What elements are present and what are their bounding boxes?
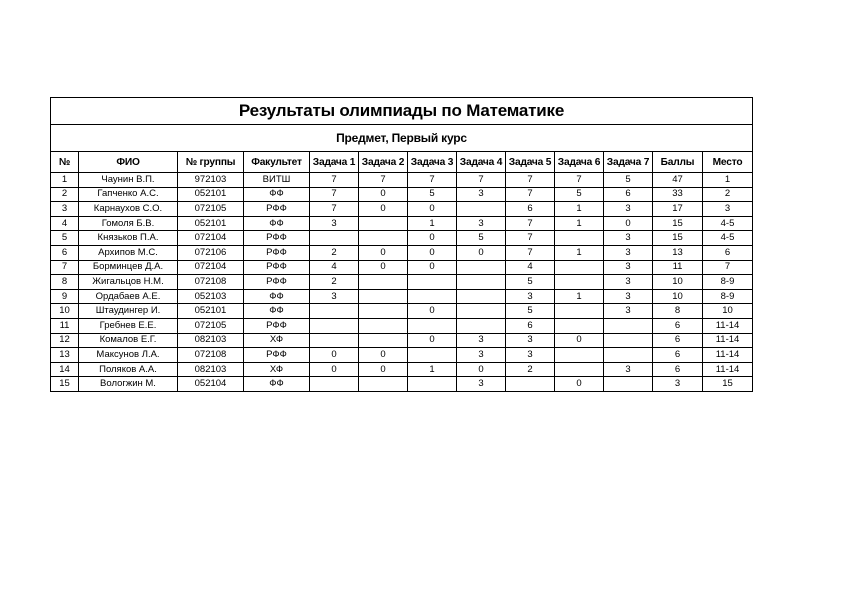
cell-task-5: 6 [506,202,555,217]
cell-number: 8 [51,275,79,290]
cell-task-3: 1 [408,362,457,377]
cell-task-2: 0 [359,202,408,217]
cell-group: 082103 [178,362,244,377]
cell-place: 10 [703,304,753,319]
column-header-faculty: Факультет [244,152,310,173]
cell-place: 3 [703,202,753,217]
column-header-task-2: Задача 2 [359,152,408,173]
cell-task-3: 5 [408,187,457,202]
cell-task-5: 4 [506,260,555,275]
cell-task-5: 3 [506,348,555,363]
cell-name: Архипов М.С. [79,245,178,260]
cell-task-2 [359,216,408,231]
cell-task-6 [555,275,604,290]
cell-task-2 [359,275,408,290]
cell-task-4 [457,260,506,275]
cell-group: 072106 [178,245,244,260]
cell-number: 10 [51,304,79,319]
cell-task-3 [408,289,457,304]
cell-task-2: 7 [359,173,408,188]
table-header-row [51,152,753,173]
cell-task-4: 0 [457,245,506,260]
cell-task-1 [310,377,359,392]
cell-score: 10 [653,289,703,304]
column-header-group: № группы [178,152,244,173]
cell-task-2 [359,333,408,348]
cell-task-3: 1 [408,216,457,231]
cell-task-5: 3 [506,333,555,348]
cell-task-4: 3 [457,348,506,363]
cell-number: 12 [51,333,79,348]
cell-task-3: 0 [408,333,457,348]
cell-task-4 [457,289,506,304]
cell-name: Поляков А.А. [79,362,178,377]
cell-place: 4-5 [703,216,753,231]
cell-task-2 [359,304,408,319]
cell-task-4: 0 [457,362,506,377]
cell-task-2: 0 [359,260,408,275]
cell-place: 11-14 [703,318,753,333]
cell-group: 052103 [178,289,244,304]
page-title: Результаты олимпиады по Математике [51,98,753,125]
cell-task-5: 6 [506,318,555,333]
cell-number: 7 [51,260,79,275]
cell-place: 7 [703,260,753,275]
cell-name: Штаудингер И. [79,304,178,319]
cell-task-6: 5 [555,187,604,202]
cell-task-5: 7 [506,187,555,202]
cell-place: 11-14 [703,362,753,377]
cell-group: 072104 [178,260,244,275]
cell-task-3 [408,348,457,363]
cell-score: 33 [653,187,703,202]
cell-task-3 [408,377,457,392]
cell-place: 6 [703,245,753,260]
cell-faculty: ХФ [244,362,310,377]
column-header-name: ФИО [79,152,178,173]
cell-number: 11 [51,318,79,333]
cell-group: 072104 [178,231,244,246]
cell-number: 6 [51,245,79,260]
cell-number: 4 [51,216,79,231]
cell-task-3: 0 [408,202,457,217]
cell-faculty: РФФ [244,318,310,333]
cell-faculty: ФФ [244,289,310,304]
table-row [51,260,753,275]
cell-task-6: 7 [555,173,604,188]
cell-task-7: 3 [604,275,653,290]
cell-task-7: 3 [604,304,653,319]
cell-task-1 [310,231,359,246]
cell-task-1 [310,333,359,348]
cell-score: 6 [653,362,703,377]
table-row [51,289,753,304]
cell-task-6 [555,304,604,319]
cell-place: 11-14 [703,348,753,363]
cell-task-5: 2 [506,362,555,377]
cell-task-2: 0 [359,187,408,202]
cell-group: 052101 [178,216,244,231]
cell-name: Жигальцов Н.М. [79,275,178,290]
cell-task-2 [359,377,408,392]
cell-faculty: РФФ [244,245,310,260]
cell-task-7 [604,348,653,363]
table-row [51,231,753,246]
cell-place: 2 [703,187,753,202]
cell-faculty: РФФ [244,348,310,363]
cell-task-3 [408,318,457,333]
cell-group: 072108 [178,348,244,363]
cell-group: 052101 [178,187,244,202]
cell-task-3: 0 [408,304,457,319]
cell-task-1: 2 [310,245,359,260]
cell-number: 14 [51,362,79,377]
cell-task-1: 7 [310,173,359,188]
cell-faculty: РФФ [244,202,310,217]
cell-task-2: 0 [359,362,408,377]
cell-number: 15 [51,377,79,392]
column-header-score: Баллы [653,152,703,173]
cell-faculty: ФФ [244,304,310,319]
cell-task-4 [457,304,506,319]
column-header-task-4: Задача 4 [457,152,506,173]
cell-task-7 [604,333,653,348]
cell-task-7: 6 [604,187,653,202]
page-subtitle: Предмет, Первый курс [51,125,753,152]
cell-score: 15 [653,216,703,231]
cell-group: 082103 [178,333,244,348]
table-row [51,362,753,377]
cell-task-1: 7 [310,187,359,202]
cell-faculty: ФФ [244,377,310,392]
cell-group: 052101 [178,304,244,319]
cell-number: 9 [51,289,79,304]
cell-task-2: 0 [359,245,408,260]
cell-name: Карнаухов С.О. [79,202,178,217]
cell-task-6: 0 [555,377,604,392]
column-header-number: № [51,152,79,173]
cell-faculty: ФФ [244,187,310,202]
table-body [51,173,753,392]
table-row [51,377,753,392]
cell-task-7: 3 [604,245,653,260]
cell-name: Комалов Е.Г. [79,333,178,348]
cell-score: 6 [653,333,703,348]
cell-task-3: 7 [408,173,457,188]
cell-task-1: 3 [310,289,359,304]
cell-task-7: 3 [604,202,653,217]
cell-task-6 [555,260,604,275]
cell-task-2: 0 [359,348,408,363]
cell-group: 072105 [178,318,244,333]
cell-task-5: 7 [506,231,555,246]
column-header-place: Место [703,152,753,173]
cell-task-1: 0 [310,348,359,363]
cell-score: 6 [653,348,703,363]
table-row [51,216,753,231]
cell-task-4: 3 [457,377,506,392]
cell-group: 072105 [178,202,244,217]
cell-name: Чаунин В.П. [79,173,178,188]
cell-faculty: ФФ [244,216,310,231]
cell-task-5: 5 [506,275,555,290]
cell-place: 8-9 [703,275,753,290]
cell-name: Князьков П.А. [79,231,178,246]
table-row [51,202,753,217]
cell-task-6: 1 [555,202,604,217]
results-sheet [50,97,752,392]
cell-task-7: 3 [604,231,653,246]
cell-number: 13 [51,348,79,363]
cell-name: Ордабаев А.Е. [79,289,178,304]
cell-task-7: 0 [604,216,653,231]
cell-place: 4-5 [703,231,753,246]
column-header-task-6: Задача 6 [555,152,604,173]
cell-task-1: 3 [310,216,359,231]
cell-task-6: 1 [555,289,604,304]
cell-task-6 [555,362,604,377]
cell-task-1: 0 [310,362,359,377]
cell-task-6 [555,348,604,363]
cell-task-1: 4 [310,260,359,275]
cell-task-4: 3 [457,187,506,202]
cell-task-6: 1 [555,216,604,231]
cell-name: Максунов Л.А. [79,348,178,363]
cell-number: 5 [51,231,79,246]
cell-group: 072108 [178,275,244,290]
table-row [51,187,753,202]
cell-task-5: 5 [506,304,555,319]
cell-task-1: 2 [310,275,359,290]
cell-task-2 [359,231,408,246]
cell-score: 17 [653,202,703,217]
cell-faculty: РФФ [244,275,310,290]
cell-task-3 [408,275,457,290]
cell-task-7: 3 [604,362,653,377]
table-row [51,304,753,319]
cell-task-4: 3 [457,333,506,348]
cell-task-4: 5 [457,231,506,246]
cell-task-1 [310,304,359,319]
table-row [51,173,753,188]
cell-task-3: 0 [408,260,457,275]
table-row [51,333,753,348]
cell-group: 972103 [178,173,244,188]
cell-score: 11 [653,260,703,275]
cell-task-4: 3 [457,216,506,231]
cell-task-7 [604,377,653,392]
cell-task-4: 7 [457,173,506,188]
cell-task-5 [506,377,555,392]
cell-place: 8-9 [703,289,753,304]
cell-score: 13 [653,245,703,260]
cell-task-6 [555,231,604,246]
cell-task-4 [457,275,506,290]
column-header-task-7: Задача 7 [604,152,653,173]
cell-task-2 [359,318,408,333]
cell-name: Вологжин М. [79,377,178,392]
cell-task-7: 5 [604,173,653,188]
cell-name: Гомоля Б.В. [79,216,178,231]
cell-score: 15 [653,231,703,246]
cell-faculty: РФФ [244,260,310,275]
cell-number: 1 [51,173,79,188]
results-table [50,97,753,392]
cell-task-7 [604,318,653,333]
cell-task-3: 0 [408,245,457,260]
cell-score: 47 [653,173,703,188]
cell-task-5: 7 [506,216,555,231]
table-row [51,348,753,363]
cell-task-7: 3 [604,260,653,275]
cell-number: 2 [51,187,79,202]
cell-place: 11-14 [703,333,753,348]
cell-task-1: 7 [310,202,359,217]
cell-task-4 [457,202,506,217]
cell-score: 8 [653,304,703,319]
cell-faculty: ХФ [244,333,310,348]
table-row [51,245,753,260]
cell-task-7: 3 [604,289,653,304]
cell-group: 052104 [178,377,244,392]
cell-task-4 [457,318,506,333]
cell-place: 15 [703,377,753,392]
cell-task-5: 7 [506,173,555,188]
cell-task-5: 7 [506,245,555,260]
cell-score: 10 [653,275,703,290]
cell-score: 3 [653,377,703,392]
cell-task-6: 1 [555,245,604,260]
cell-task-6 [555,318,604,333]
cell-task-2 [359,289,408,304]
cell-task-1 [310,318,359,333]
cell-task-5: 3 [506,289,555,304]
cell-number: 3 [51,202,79,217]
cell-name: Гапченко А.С. [79,187,178,202]
cell-name: Борминцев Д.А. [79,260,178,275]
column-header-task-3: Задача 3 [408,152,457,173]
column-header-task-5: Задача 5 [506,152,555,173]
table-row [51,318,753,333]
column-header-task-1: Задача 1 [310,152,359,173]
cell-task-3: 0 [408,231,457,246]
cell-score: 6 [653,318,703,333]
cell-place: 1 [703,173,753,188]
cell-faculty: ВИТШ [244,173,310,188]
cell-faculty: РФФ [244,231,310,246]
cell-task-6: 0 [555,333,604,348]
table-row [51,275,753,290]
cell-name: Гребнев Е.Е. [79,318,178,333]
